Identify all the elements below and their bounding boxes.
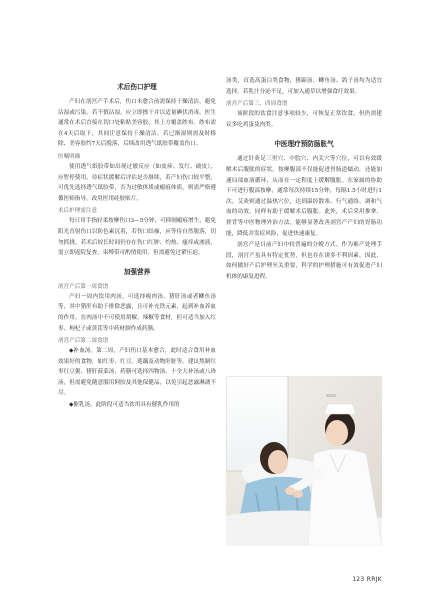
page-number: 123 RRJK — [352, 576, 382, 583]
paragraph: 产妇在剖宫产手术后，伤口未愈合前需保持干燥清洁，避免沾湿或污染。若不慎沾湿，应立即擦干并以适量碘伏消毒。医生通常在术后直接在切口处粘贴美容胶，其上方覆盖纱布。纱布需在4天后取下，其间注意保持干燥清洁。若已渐湿则需及时移除，美容胶约7天后脱落，后续改用透气纸胶带覆盖伤口。 — [58, 99, 216, 148]
left-column — [58, 78, 216, 412]
sub-title: 剖宫产后第三、四周食谱 — [226, 101, 288, 108]
sub-title: 剖宫产后第二周食谱 — [58, 338, 109, 345]
paragraph: 每日用手指轻柔按摩伤口3—5分钟，可抑制瘢痕增生，避免阳光直射伤口以防色素沉着，若伤口结痂，应等待自然脱落，切勿抓挠。若术后较长时间仍存在伤口红肿、灼热、瘙痒或渗液，需立即返院复查。束缚带可酌情使用，但需避免过紧压迫。 — [58, 218, 216, 257]
section-title-nutrition: 加强营养 — [123, 267, 151, 276]
sub-title: 术后护理需注意 — [58, 208, 98, 215]
paragraph: 剖宫产是目前产妇中较普遍的分娩方式。作为难产处理手段，剖宫产虽具有特定优势，但也存在诸多不利因素。因此，如何做好产后护理至关重要，科学的护理措施可有效促进产妇机体的康复进程。 — [226, 242, 382, 280]
paragraph: 通过针灸足三里穴、中脘穴、内关穴等穴位，可以有效缓解术后腹胀的症状。按摩腹部不仅能促进胃肠道蠕动，还能加速局部血液循环，从而在一定程度上缓解腹胀。在家属的协助下可进行腹部按摩，通常每次持续15分钟，每隔1.5小时进行1次。艾灸则通过温热穴位，达到温经散寒、行气通络、调和气血的功效，同样有助于缓解术后腹胀。此外，术后采用推拿、搓背等中医物理外治方法，能够显著改善剖宫产产妇的胃肠功能，降低并发症风险，促进快速康复。 — [226, 156, 382, 237]
right-column — [226, 76, 382, 284]
section-title-tcm: 中医理疗预防肠胀气 — [274, 140, 334, 149]
paragraph: 使用透气纸胶带如出现过敏反应（如皮疹、发红、破皮），应暂停使用，待症状缓解后评估是否继续，若产妇伤口较平整，可优先选择透气纸胶带，否为过敏体质或瘢痕体质，则需严格遵循医师指导，改用医用硅胶贴片。 — [58, 163, 216, 202]
paragraph: ◆补血汤。第二周，产妇伤口基本愈合，此时适合食用补血效果好的食物，如红枣、红豆、莲藕及动物肝脏等。建议熬制红枣红豆粥、猪肝菠菜汤，药膳可选择四物汤、十全大补汤或八珍汤，但需避免随意服用阿胶及其他保健品，以免引起恶露淋漓不尽。 — [58, 348, 216, 397]
paragraph: 汤类，首选高蛋白类食物，猪蹄汤、鲫鱼汤、鸽子汤均为适宜选择。若乳汁分泌不足，可加入通草以增强食疗效果。 — [226, 78, 382, 95]
paragraph: 该阶段的饮食注意事项较少，可恢复正常饮食，但仍需建议多吃鸡蛋及肉类。 — [226, 111, 382, 128]
sub-title: 医嘱明确 — [58, 153, 81, 160]
sub-title: 剖宫产后第一周食谱 — [58, 283, 109, 290]
paragraph: 产妇一周内饮用肉汤，可选择瘦肉汤、猪肝汤或者鲫鱼汤等，其中猪肝有助于排除恶露，且可补充铁元素，起到补血养血的作用。在肉汤中不可使用胡椒、辣椒等食材，但可适当加入红枣、枸杞子或黄芪等中药材制作成药膳。 — [58, 293, 216, 332]
paragraph: ◆催乳汤。此阶段可适当饮用具有催乳作用的 — [69, 402, 180, 409]
nurse-patient-photo — [226, 376, 382, 546]
section-title-wound-care: 术后伤口护理 — [117, 83, 157, 91]
